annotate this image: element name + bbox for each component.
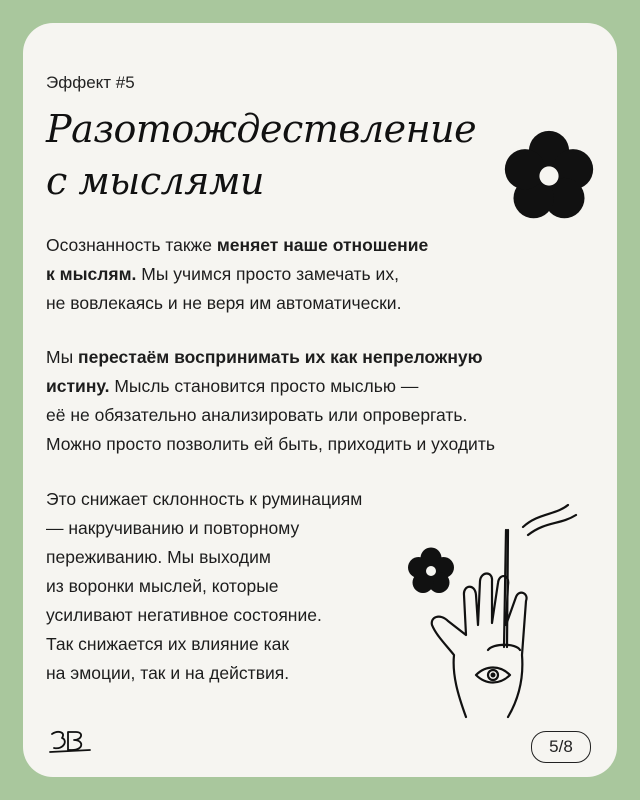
page-title: [46, 103, 477, 207]
p2-bold: истину.: [46, 376, 110, 396]
paragraph-awareness: [46, 231, 428, 318]
p2-text: Мысль становится просто мыслью —: [109, 376, 419, 396]
brand-logo-icon: [48, 728, 92, 754]
p2-bold: перестаём воспринимать их как непреложную: [78, 347, 483, 367]
p1-text: Осознанность также: [46, 235, 217, 255]
p2-text: Мы: [46, 347, 79, 367]
p3-line: из воронки мыслей, которые: [46, 576, 279, 596]
flower-icon: [501, 128, 597, 224]
p1-bold: меняет наше отношение: [216, 235, 429, 255]
title-line-2: с мыслями: [46, 159, 264, 203]
p3-line: Это снижает склонность к руминациям: [46, 489, 363, 509]
hand-with-incense-icon: [428, 485, 588, 735]
title-line-1: Разотождествление: [46, 107, 477, 151]
p3-line: Так снижается их влияние как: [46, 634, 290, 654]
p2-text: Можно просто позволить ей быть, приходить и уходить: [46, 434, 495, 454]
effect-number: Эффект #5: [46, 73, 135, 92]
p1-bold: к мыслям.: [46, 264, 137, 284]
p3-line: переживанию. Мы выходим: [46, 547, 271, 567]
p3-line: усиливают негативное состояние.: [46, 605, 322, 625]
p3-line: на эмоции, так и на действия.: [46, 663, 290, 683]
p3-line: — накручиванию и повторному: [46, 518, 300, 538]
p1-text: не вовлекаясь и не веря им автоматически.: [46, 293, 402, 313]
page-indicator: 5/8: [531, 731, 591, 763]
p2-text: её не обязательно анализировать или опровергать.: [46, 405, 468, 425]
p1-text: Мы учимся просто замечать их,: [136, 264, 399, 284]
paragraph-rumination: [46, 485, 362, 688]
paragraph-truth: [46, 343, 495, 459]
slide-card: [23, 23, 617, 777]
